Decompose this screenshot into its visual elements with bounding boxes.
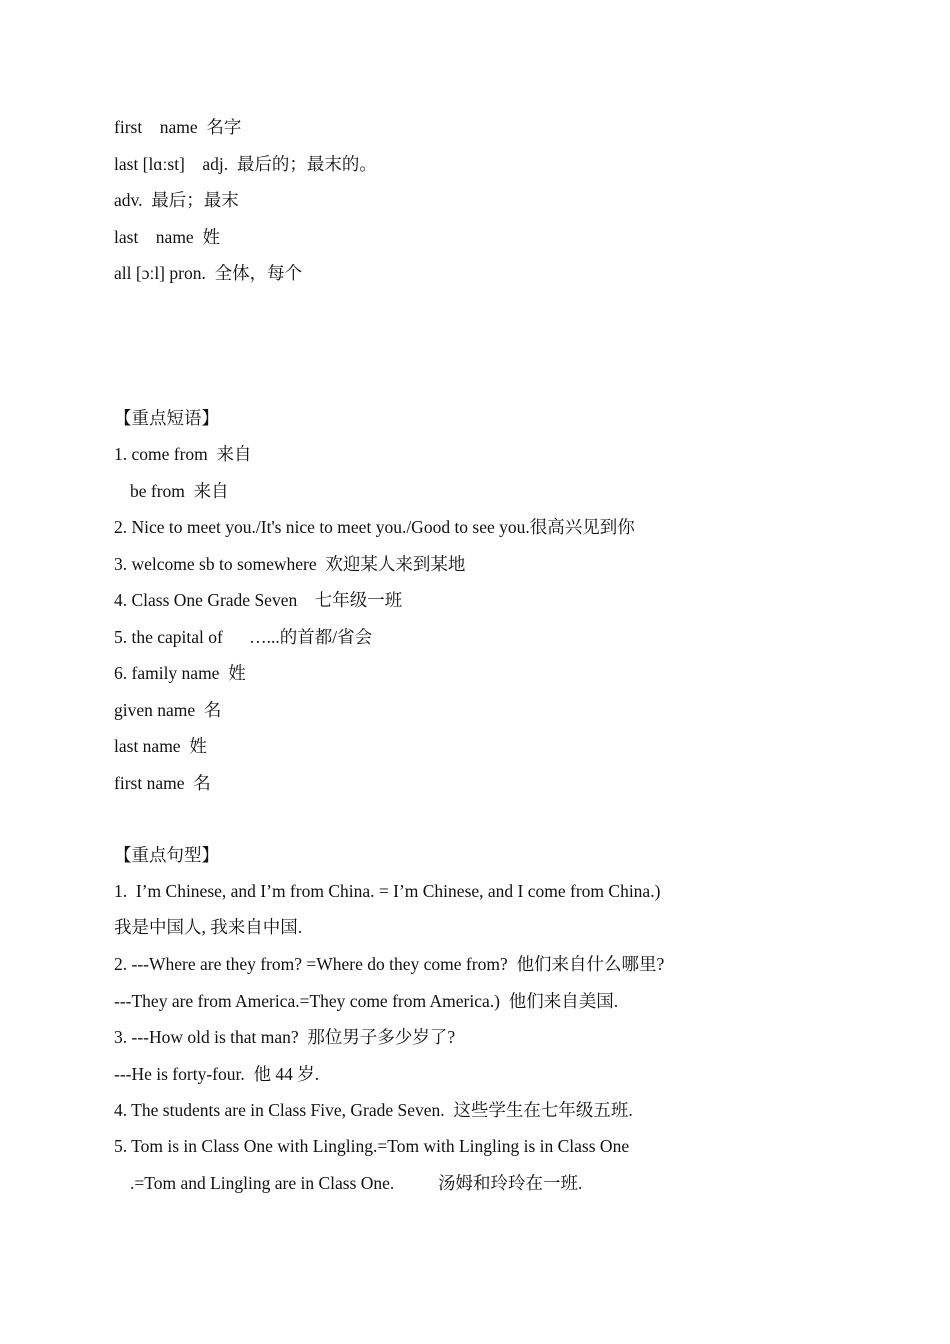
phrase-line: given name 名 [114,700,222,720]
sentence-line: 2. ---Where are they from? =Where do they come from? 他们来自什么哪里? [114,954,665,974]
sentence-line: 我是中国人, 我来自中国. [114,917,303,937]
sentence-line: .=Tom and Lingling are in Class One. 汤姆和玲玲在一班. [130,1173,583,1193]
vocab-line: all [ɔːl] pron. 全体，每个 [114,263,303,283]
vocab-line: last name 姓 [114,227,220,247]
phrase-line: 1. come from 来自 [114,444,252,464]
sentences-heading: 【重点句型】 [114,845,219,865]
phrase-line: 3. welcome sb to somewhere 欢迎某人来到某地 [114,554,466,574]
vocab-line: first name 名字 [114,117,242,137]
vocab-line: adv. 最后；最末 [114,190,239,210]
phrases-heading: 【重点短语】 [114,408,219,428]
sentence-line: ---They are from America.=They come from America.) 他们来自美国. [114,991,619,1011]
phrase-line: 4. Class One Grade Seven 七年级一班 [114,590,403,610]
sentence-line: ---He is forty-four. 他 44 岁. [114,1064,320,1084]
sentence-line: 4. The students are in Class Five, Grade Seven. 这些学生在七年级五班. [114,1100,633,1120]
phrase-line: 5. the capital of …...的首都/省会 [114,627,373,647]
phrase-line: be from 来自 [130,481,229,501]
phrase-line: 2. Nice to meet you./It's nice to meet you./Good to see you.很高兴见到你 [114,517,635,537]
phrase-line: first name 名 [114,773,211,793]
sentence-line: 5. Tom is in Class One with Lingling.=Tom with Lingling is in Class One [114,1136,630,1156]
vocab-line: last [lɑːst] adj. 最后的；最末的。 [114,154,377,174]
sentence-line: 1. I’m Chinese, and I’m from China. = I’m Chinese, and I come from China.) [114,881,661,901]
sentence-line: 3. ---How old is that man? 那位男子多少岁了? [114,1027,456,1047]
phrase-line: last name 姓 [114,736,207,756]
phrase-line: 6. family name 姓 [114,663,246,683]
